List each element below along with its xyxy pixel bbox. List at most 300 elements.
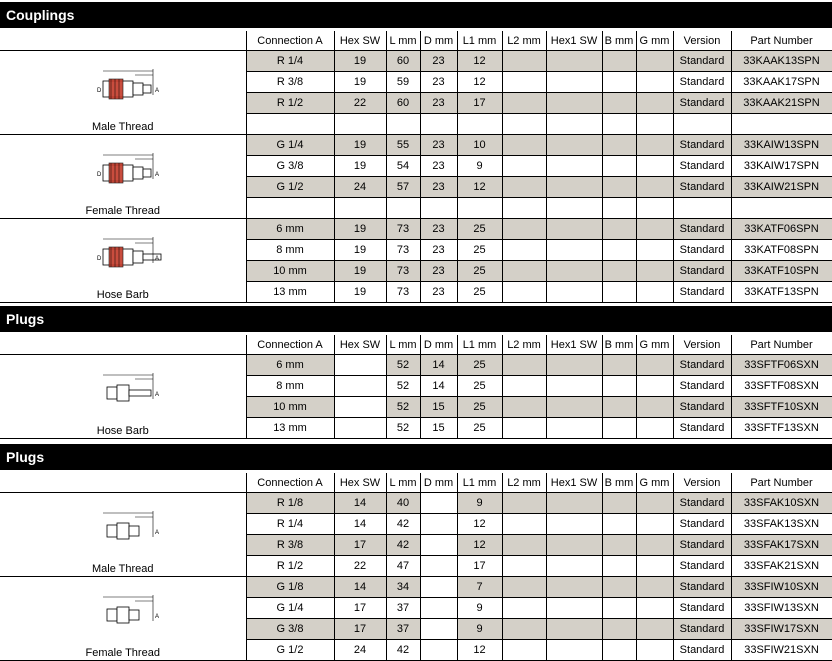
cell-d-mm: 15	[420, 397, 457, 418]
header-g-mm: G mm	[636, 31, 673, 51]
cell-version: Standard	[673, 418, 731, 439]
cell-g-mm	[636, 51, 673, 72]
cell-connection-a: R 1/8	[246, 493, 334, 514]
product-caption: Female Thread	[85, 205, 160, 217]
cell-l-mm	[386, 198, 420, 219]
cell-hex-sw: 19	[334, 282, 386, 303]
cell-version: Standard	[673, 355, 731, 376]
cell-d-mm: 23	[420, 240, 457, 261]
cell-l2-mm	[502, 556, 546, 577]
cell-l-mm: 47	[386, 556, 420, 577]
cell-hex-sw: 24	[334, 640, 386, 661]
cell-l1-mm: 12	[457, 514, 502, 535]
cell-hex-sw	[334, 198, 386, 219]
cell-b-mm	[602, 376, 636, 397]
cell-part-number: 33SFAK13SXN	[731, 514, 832, 535]
product-image-cell	[0, 577, 246, 661]
svg-text:A: A	[154, 530, 159, 536]
cell-hex-sw	[334, 397, 386, 418]
cell-l2-mm	[502, 282, 546, 303]
cell-connection-a: 8 mm	[246, 376, 334, 397]
cell-version: Standard	[673, 177, 731, 198]
cell-l-mm: 52	[386, 418, 420, 439]
header-d-mm: D mm	[420, 473, 457, 493]
cell-version: Standard	[673, 493, 731, 514]
cell-hex-sw: 14	[334, 577, 386, 598]
cell-connection-a	[246, 198, 334, 219]
product-caption: Male Thread	[91, 121, 154, 133]
cell-b-mm	[602, 156, 636, 177]
cell-hex-sw: 17	[334, 598, 386, 619]
cell-connection-a: G 1/4	[246, 598, 334, 619]
cell-g-mm	[636, 535, 673, 556]
cell-hex1-sw	[546, 261, 602, 282]
cell-part-number: 33KAIW17SPN	[731, 156, 832, 177]
cell-l1-mm: 25	[457, 376, 502, 397]
table-row	[0, 135, 832, 156]
header-l2-mm: L2 mm	[502, 335, 546, 355]
cell-version: Standard	[673, 640, 731, 661]
cell-hex-sw: 14	[334, 493, 386, 514]
cell-b-mm	[602, 355, 636, 376]
cell-l-mm: 73	[386, 219, 420, 240]
cell-l1-mm: 25	[457, 261, 502, 282]
product-image-cell	[0, 219, 246, 303]
cell-version	[673, 198, 731, 219]
cell-l-mm: 60	[386, 93, 420, 114]
cell-l1-mm: 25	[457, 240, 502, 261]
cell-l2-mm	[502, 261, 546, 282]
cell-connection-a: 10 mm	[246, 397, 334, 418]
cell-l-mm: 34	[386, 577, 420, 598]
cell-l1-mm: 9	[457, 619, 502, 640]
cell-l1-mm: 25	[457, 219, 502, 240]
cell-connection-a: 6 mm	[246, 355, 334, 376]
cell-part-number: 33KATF10SPN	[731, 261, 832, 282]
header-l1-mm: L1 mm	[457, 31, 502, 51]
cell-hex1-sw	[546, 535, 602, 556]
cell-part-number: 33SFTF06SXN	[731, 355, 832, 376]
section-title-couplings: Couplings	[0, 2, 832, 28]
product-caption: Hose Barb	[96, 425, 149, 437]
cell-l-mm: 55	[386, 135, 420, 156]
header-d-mm: D mm	[420, 335, 457, 355]
cell-l2-mm	[502, 514, 546, 535]
cell-hex1-sw	[546, 355, 602, 376]
cell-hex-sw: 17	[334, 619, 386, 640]
male-thread-coupling-drawing-icon	[73, 65, 173, 109]
cell-g-mm	[636, 156, 673, 177]
cell-b-mm	[602, 72, 636, 93]
cell-l1-mm: 25	[457, 397, 502, 418]
cell-l2-mm	[502, 397, 546, 418]
header-version: Version	[673, 31, 731, 51]
cell-version: Standard	[673, 282, 731, 303]
cell-g-mm	[636, 177, 673, 198]
female-thread-plug-drawing-icon	[73, 591, 173, 635]
cell-d-mm: 15	[420, 418, 457, 439]
cell-l2-mm	[502, 535, 546, 556]
cell-l1-mm: 12	[457, 72, 502, 93]
cell-l-mm: 42	[386, 640, 420, 661]
cell-connection-a: 13 mm	[246, 282, 334, 303]
cell-d-mm	[420, 198, 457, 219]
cell-l1-mm: 9	[457, 493, 502, 514]
cell-part-number: 33SFAK17SXN	[731, 535, 832, 556]
cell-l2-mm	[502, 177, 546, 198]
cell-part-number: 33SFIW13SXN	[731, 598, 832, 619]
cell-g-mm	[636, 240, 673, 261]
cell-l2-mm	[502, 240, 546, 261]
cell-l1-mm: 12	[457, 177, 502, 198]
cell-d-mm	[420, 514, 457, 535]
cell-hex1-sw	[546, 219, 602, 240]
cell-part-number: 33KAIW21SPN	[731, 177, 832, 198]
cell-l-mm: 42	[386, 535, 420, 556]
cell-hex1-sw	[546, 114, 602, 135]
cell-l2-mm	[502, 493, 546, 514]
product-image-cell	[0, 51, 246, 135]
header-hex1-sw: Hex1 SW	[546, 335, 602, 355]
cell-b-mm	[602, 397, 636, 418]
cell-hex1-sw	[546, 72, 602, 93]
cell-hex-sw: 19	[334, 135, 386, 156]
female-thread-coupling-drawing-icon	[73, 149, 173, 193]
cell-part-number	[731, 114, 832, 135]
cell-part-number: 33SFTF10SXN	[731, 397, 832, 418]
cell-part-number: 33KATF13SPN	[731, 282, 832, 303]
cell-b-mm	[602, 577, 636, 598]
cell-version: Standard	[673, 577, 731, 598]
svg-text:D: D	[96, 256, 102, 262]
cell-l-mm: 73	[386, 282, 420, 303]
cell-l-mm: 54	[386, 156, 420, 177]
cell-l2-mm	[502, 156, 546, 177]
cell-version: Standard	[673, 514, 731, 535]
cell-connection-a: R 3/8	[246, 535, 334, 556]
cell-g-mm	[636, 514, 673, 535]
header-l-mm: L mm	[386, 335, 420, 355]
cell-d-mm	[420, 535, 457, 556]
cell-hex-sw	[334, 355, 386, 376]
cell-l1-mm: 12	[457, 51, 502, 72]
cell-l-mm: 52	[386, 355, 420, 376]
cell-l2-mm	[502, 418, 546, 439]
cell-version: Standard	[673, 240, 731, 261]
cell-hex1-sw	[546, 282, 602, 303]
cell-hex1-sw	[546, 556, 602, 577]
cell-l-mm: 60	[386, 51, 420, 72]
header-l1-mm: L1 mm	[457, 473, 502, 493]
cell-part-number: 33KAIW13SPN	[731, 135, 832, 156]
cell-hex1-sw	[546, 240, 602, 261]
cell-b-mm	[602, 177, 636, 198]
cell-hex-sw: 19	[334, 72, 386, 93]
cell-d-mm: 23	[420, 219, 457, 240]
cell-hex1-sw	[546, 198, 602, 219]
header-row	[0, 473, 832, 493]
cell-l-mm	[386, 114, 420, 135]
cell-part-number: 33KATF08SPN	[731, 240, 832, 261]
header-blank	[0, 31, 246, 51]
cell-part-number: 33SFIW21SXN	[731, 640, 832, 661]
cell-connection-a: 8 mm	[246, 240, 334, 261]
cell-b-mm	[602, 51, 636, 72]
cell-l-mm: 52	[386, 397, 420, 418]
cell-g-mm	[636, 282, 673, 303]
hose-barb-coupling-drawing-icon	[73, 233, 173, 277]
header-hex-sw: Hex SW	[334, 31, 386, 51]
cell-l-mm: 42	[386, 514, 420, 535]
header-blank	[0, 473, 246, 493]
cell-b-mm	[602, 93, 636, 114]
cell-d-mm	[420, 114, 457, 135]
cell-g-mm	[636, 418, 673, 439]
cell-version: Standard	[673, 397, 731, 418]
cell-connection-a: G 1/4	[246, 135, 334, 156]
header-l2-mm: L2 mm	[502, 473, 546, 493]
cell-version: Standard	[673, 376, 731, 397]
header-g-mm: G mm	[636, 335, 673, 355]
cell-b-mm	[602, 598, 636, 619]
cell-l1-mm: 7	[457, 577, 502, 598]
cell-version: Standard	[673, 93, 731, 114]
cell-d-mm: 23	[420, 156, 457, 177]
cell-d-mm	[420, 619, 457, 640]
cell-version: Standard	[673, 535, 731, 556]
cell-l-mm: 37	[386, 598, 420, 619]
cell-hex1-sw	[546, 640, 602, 661]
cell-hex-sw: 22	[334, 93, 386, 114]
header-b-mm: B mm	[602, 335, 636, 355]
cell-part-number: 33SFAK10SXN	[731, 493, 832, 514]
table-row	[0, 51, 832, 72]
cell-g-mm	[636, 198, 673, 219]
cell-connection-a: 13 mm	[246, 418, 334, 439]
cell-hex-sw	[334, 418, 386, 439]
svg-text:D: D	[96, 88, 102, 94]
cell-l2-mm	[502, 219, 546, 240]
cell-l2-mm	[502, 355, 546, 376]
product-image-cell	[0, 355, 246, 439]
product-caption: Female Thread	[85, 647, 160, 659]
cell-hex1-sw	[546, 619, 602, 640]
header-hex-sw: Hex SW	[334, 473, 386, 493]
cell-l-mm: 52	[386, 376, 420, 397]
header-row	[0, 335, 832, 355]
header-l2-mm: L2 mm	[502, 31, 546, 51]
cell-d-mm	[420, 577, 457, 598]
cell-connection-a: G 1/8	[246, 577, 334, 598]
cell-b-mm	[602, 240, 636, 261]
cell-l-mm: 73	[386, 240, 420, 261]
section-title-plugs-threaded: Plugs	[0, 444, 832, 470]
cell-connection-a: G 1/2	[246, 640, 334, 661]
cell-hex-sw: 19	[334, 219, 386, 240]
cell-g-mm	[636, 72, 673, 93]
cell-l1-mm: 25	[457, 282, 502, 303]
header-version: Version	[673, 335, 731, 355]
cell-g-mm	[636, 556, 673, 577]
cell-l1-mm: 12	[457, 535, 502, 556]
table-row	[0, 355, 832, 376]
cell-part-number: 33KAAK17SPN	[731, 72, 832, 93]
cell-connection-a: 10 mm	[246, 261, 334, 282]
cell-l2-mm	[502, 640, 546, 661]
product-image-cell	[0, 135, 246, 219]
cell-l1-mm: 12	[457, 640, 502, 661]
cell-version: Standard	[673, 598, 731, 619]
cell-d-mm: 14	[420, 376, 457, 397]
cell-hex1-sw	[546, 376, 602, 397]
svg-text:A: A	[154, 614, 159, 620]
product-caption: Male Thread	[91, 563, 154, 575]
header-connection-a: Connection A	[246, 335, 334, 355]
cell-l2-mm	[502, 598, 546, 619]
cell-hex1-sw	[546, 156, 602, 177]
cell-l2-mm	[502, 619, 546, 640]
hose-barb-plug-drawing-icon	[73, 369, 173, 413]
cell-l1-mm: 9	[457, 156, 502, 177]
cell-d-mm: 23	[420, 51, 457, 72]
header-row	[0, 31, 832, 51]
cell-part-number: 33SFAK21SXN	[731, 556, 832, 577]
cell-l2-mm	[502, 198, 546, 219]
cell-d-mm	[420, 556, 457, 577]
cell-b-mm	[602, 114, 636, 135]
cell-hex-sw: 24	[334, 177, 386, 198]
cell-hex1-sw	[546, 135, 602, 156]
table-row	[0, 219, 832, 240]
header-connection-a: Connection A	[246, 473, 334, 493]
section-title-plugs-hose-barb: Plugs	[0, 306, 832, 332]
cell-g-mm	[636, 577, 673, 598]
cell-version: Standard	[673, 51, 731, 72]
cell-part-number: 33KATF06SPN	[731, 219, 832, 240]
cell-hex-sw: 17	[334, 535, 386, 556]
cell-hex1-sw	[546, 493, 602, 514]
cell-l2-mm	[502, 51, 546, 72]
cell-l2-mm	[502, 577, 546, 598]
cell-g-mm	[636, 355, 673, 376]
svg-text:A: A	[154, 172, 159, 178]
header-hex1-sw: Hex1 SW	[546, 473, 602, 493]
svg-text:A: A	[154, 256, 159, 262]
cell-d-mm	[420, 640, 457, 661]
cell-l-mm: 59	[386, 72, 420, 93]
cell-connection-a: R 1/4	[246, 514, 334, 535]
cell-g-mm	[636, 261, 673, 282]
header-l-mm: L mm	[386, 31, 420, 51]
cell-connection-a: R 1/2	[246, 556, 334, 577]
cell-l1-mm	[457, 198, 502, 219]
table-row	[0, 577, 832, 598]
cell-hex-sw: 19	[334, 51, 386, 72]
cell-b-mm	[602, 535, 636, 556]
header-d-mm: D mm	[420, 31, 457, 51]
cell-version: Standard	[673, 156, 731, 177]
cell-d-mm: 23	[420, 93, 457, 114]
header-part-number: Part Number	[731, 31, 832, 51]
cell-l2-mm	[502, 93, 546, 114]
cell-version: Standard	[673, 72, 731, 93]
cell-hex1-sw	[546, 514, 602, 535]
cell-connection-a: G 3/8	[246, 156, 334, 177]
cell-l2-mm	[502, 72, 546, 93]
svg-text:A: A	[154, 392, 159, 398]
cell-d-mm: 23	[420, 177, 457, 198]
cell-version: Standard	[673, 261, 731, 282]
plugs-hose-barb-table	[0, 335, 832, 439]
product-caption: Hose Barb	[96, 289, 149, 301]
cell-b-mm	[602, 418, 636, 439]
svg-text:D: D	[96, 172, 102, 178]
header-version: Version	[673, 473, 731, 493]
cell-hex-sw	[334, 114, 386, 135]
cell-l-mm: 40	[386, 493, 420, 514]
cell-g-mm	[636, 397, 673, 418]
cell-connection-a	[246, 114, 334, 135]
cell-hex-sw: 19	[334, 240, 386, 261]
cell-version: Standard	[673, 219, 731, 240]
cell-version	[673, 114, 731, 135]
cell-g-mm	[636, 619, 673, 640]
cell-l1-mm	[457, 114, 502, 135]
header-l-mm: L mm	[386, 473, 420, 493]
cell-l-mm: 57	[386, 177, 420, 198]
header-part-number: Part Number	[731, 473, 832, 493]
cell-l-mm: 37	[386, 619, 420, 640]
cell-part-number: 33SFTF13SXN	[731, 418, 832, 439]
cell-b-mm	[602, 556, 636, 577]
cell-b-mm	[602, 135, 636, 156]
cell-l1-mm: 10	[457, 135, 502, 156]
cell-d-mm: 14	[420, 355, 457, 376]
cell-g-mm	[636, 135, 673, 156]
cell-g-mm	[636, 376, 673, 397]
cell-connection-a: R 3/8	[246, 72, 334, 93]
cell-b-mm	[602, 514, 636, 535]
cell-l2-mm	[502, 114, 546, 135]
cell-part-number: 33SFTF08SXN	[731, 376, 832, 397]
cell-part-number: 33SFIW10SXN	[731, 577, 832, 598]
cell-connection-a: 6 mm	[246, 219, 334, 240]
cell-b-mm	[602, 640, 636, 661]
cell-d-mm	[420, 598, 457, 619]
cell-d-mm: 23	[420, 72, 457, 93]
cell-l1-mm: 17	[457, 556, 502, 577]
cell-hex-sw: 14	[334, 514, 386, 535]
header-hex-sw: Hex SW	[334, 335, 386, 355]
header-b-mm: B mm	[602, 473, 636, 493]
cell-version: Standard	[673, 556, 731, 577]
cell-g-mm	[636, 598, 673, 619]
cell-l2-mm	[502, 135, 546, 156]
cell-g-mm	[636, 640, 673, 661]
header-part-number: Part Number	[731, 335, 832, 355]
cell-part-number: 33KAAK13SPN	[731, 51, 832, 72]
cell-hex-sw: 19	[334, 156, 386, 177]
cell-connection-a: R 1/2	[246, 93, 334, 114]
cell-l1-mm: 17	[457, 93, 502, 114]
cell-connection-a: G 3/8	[246, 619, 334, 640]
cell-d-mm: 23	[420, 282, 457, 303]
cell-b-mm	[602, 261, 636, 282]
couplings-table	[0, 31, 832, 303]
cell-hex1-sw	[546, 577, 602, 598]
header-blank	[0, 335, 246, 355]
header-hex1-sw: Hex1 SW	[546, 31, 602, 51]
